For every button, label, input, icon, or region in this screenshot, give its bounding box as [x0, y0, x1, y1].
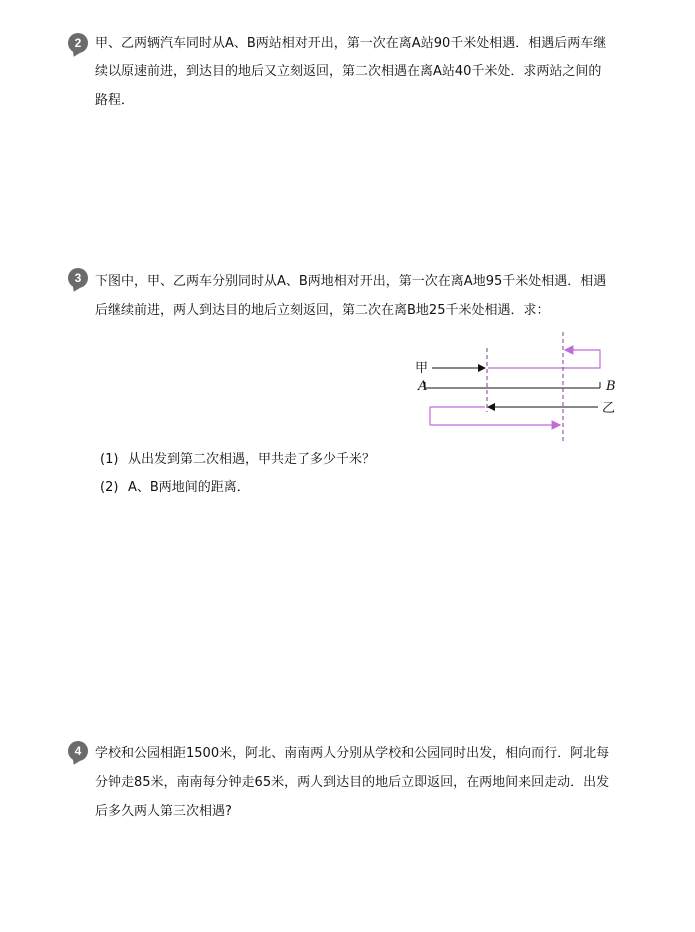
problem-number-badge: 3	[68, 268, 88, 288]
problem-text-line: 下图中，甲、乙两车分别同时从A、B两地相对开出，第一次在离A地95千米处相遇．相遇	[95, 274, 607, 289]
problem-text-line: 路程．	[95, 93, 135, 108]
problem-number-badge: 2	[68, 33, 88, 53]
problem-text-line: 后继续前进，两人到达目的地后立刻返回，第二次在离B地25千米处相遇．求：	[95, 303, 550, 318]
problem-text-line: 续以原速前进，到达目的地后又立刻返回，第二次相遇在离A站40千米处．求两站之间的	[95, 64, 602, 79]
jia-return-path	[488, 350, 600, 368]
problem-number-badge: 4	[68, 741, 88, 761]
problem-text-line: 分钟走85米，南南每分钟走65米，两人到达目的地后立即返回，在两地间来回走动．出发	[95, 775, 610, 790]
meeting-diagram	[410, 330, 630, 445]
problem-text-line: 甲、乙两辆汽车同时从A、B两站相对开出，第一次在离A站90千米处相遇．相遇后两车继	[95, 36, 607, 51]
subquestion-number: (1)	[100, 452, 119, 467]
subquestion-1	[100, 451, 375, 469]
subquestion-2	[100, 479, 250, 497]
subquestion-text: 从出发到第二次相遇，甲共走了多少千米？	[128, 452, 376, 467]
subquestion-text: A、B两地间的距离．	[128, 480, 250, 495]
label-b: B	[606, 379, 616, 394]
problem-text-line: 学校和公园相距1500米，阿北、南南两人分别从学校和公园同时出发，相向而行．阿北每	[95, 746, 610, 761]
label-a: A	[418, 379, 428, 394]
problem-text-line: 后多久两人第三次相遇?	[95, 804, 232, 819]
label-yi: 乙	[602, 401, 616, 416]
yi-return-path	[430, 407, 560, 425]
subquestion-number: (2)	[100, 480, 119, 495]
label-jia: 甲	[415, 361, 429, 376]
